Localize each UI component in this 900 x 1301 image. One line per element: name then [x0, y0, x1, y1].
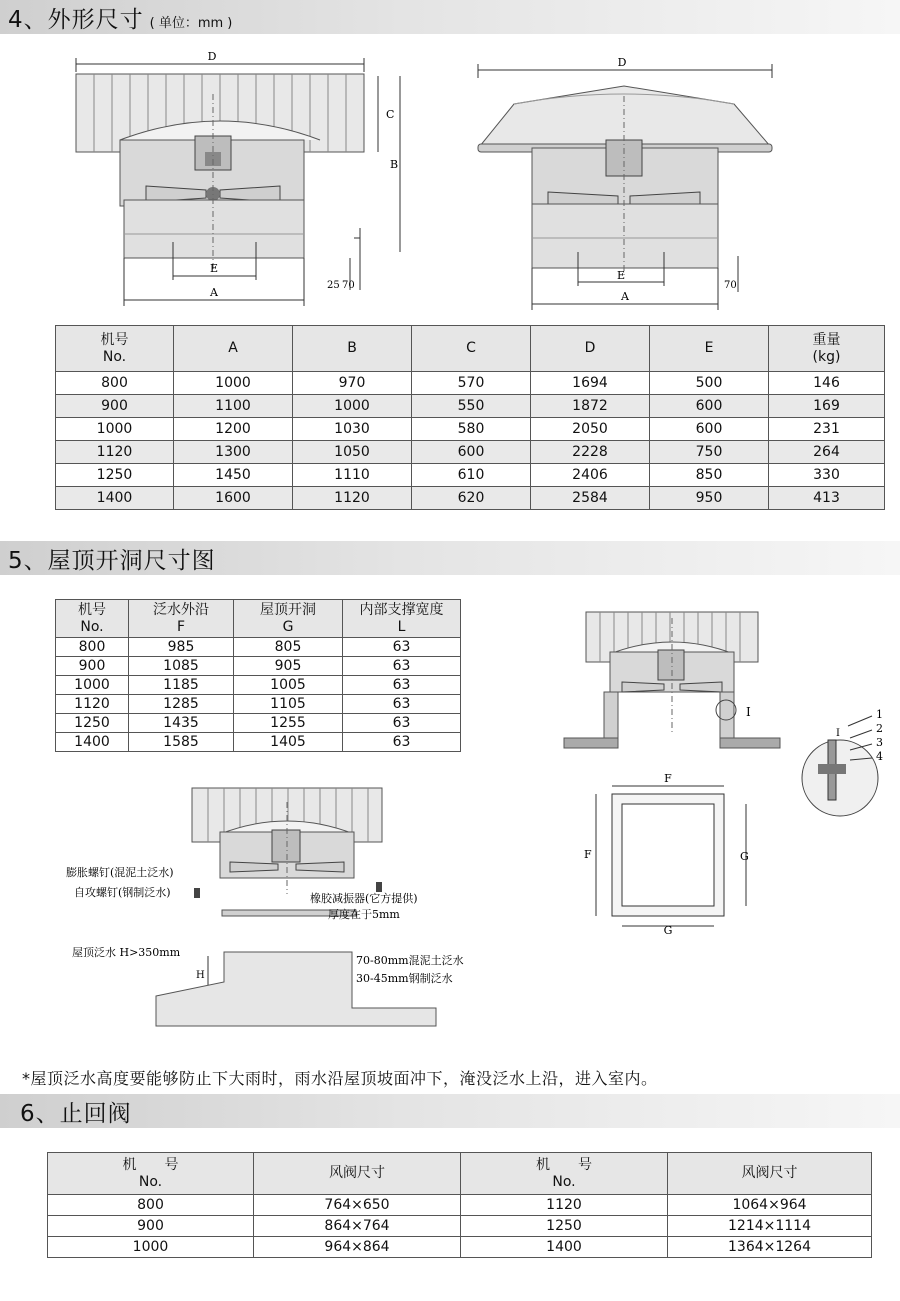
section-4-header [0, 0, 900, 34]
dim-label-70b: 70 [724, 280, 737, 291]
roof-opening-diagram [560, 604, 896, 936]
plan-label-g-right: G [740, 850, 749, 863]
table-row: 800 764×650 1120 1064×964 [48, 1195, 872, 1216]
header-g: 屋顶开洞 G [234, 600, 343, 638]
check-valve-table [47, 1152, 872, 1258]
table-row: 1120 1285 1105 63 [56, 695, 461, 714]
table-row: 900 1085 905 63 [56, 657, 461, 676]
table-row: 1250 1435 1255 63 [56, 714, 461, 733]
label-steel-flashing: 30-45mm钢制泛水 [356, 972, 453, 985]
plan-label-f-top: F [664, 772, 672, 785]
table-row: 900 1100 1000 550 1872 600 169 [56, 395, 885, 418]
dim-label-c: C [386, 108, 395, 121]
header-a: A [174, 326, 293, 372]
detail-label-i: I [746, 705, 751, 719]
header-b: B [293, 326, 412, 372]
dim-label-a2: A [621, 290, 629, 303]
label-roof-flashing: 屋顶泛水 H>350mm [72, 946, 181, 959]
header-weight: 重量 (kg) [769, 326, 885, 372]
header-c: C [412, 326, 531, 372]
dim-label-a: A [210, 286, 218, 299]
table-row: 1000 1185 1005 63 [56, 676, 461, 695]
plan-label-f-left: F [584, 848, 592, 861]
mounting-diagram [60, 782, 520, 1038]
header-e: E [650, 326, 769, 372]
dim-label-d2: D [617, 56, 627, 69]
label-self-tapping-screw: 自攻螺钉(钢制泛水) [74, 886, 171, 899]
dim-label-d: D [207, 50, 217, 63]
table-row: 900 864×764 1250 1214×1114 [48, 1216, 872, 1237]
section-4-title: 4、外形尺寸 [8, 6, 144, 33]
header-no: 机号 No. [56, 600, 129, 638]
table-row: 1400 1600 1120 620 2584 950 413 [56, 487, 885, 510]
header-no: 机 号 No. [48, 1153, 254, 1195]
dim-label-e: E [209, 262, 219, 275]
section-6-title: 6、止回阀 [20, 1100, 132, 1127]
dim-label-b: B [390, 158, 399, 171]
header-f: 泛水外沿 F [129, 600, 234, 638]
section-6-header [0, 1094, 900, 1128]
label-concrete-flashing: 70-80mm混泥土泛水 [356, 954, 464, 967]
section-4-unit: ( 单位：mm ) [149, 15, 233, 31]
dim-label-25: 25 [327, 280, 340, 291]
table-row: 1400 1585 1405 63 [56, 733, 461, 752]
table-row: 1250 1450 1110 610 2406 850 330 [56, 464, 885, 487]
label-expansion-bolt: 膨胀螺钉(混泥土泛水) [66, 866, 174, 879]
header-no-2: 机 号 No. [461, 1153, 668, 1195]
section-5-title: 5、屋顶开洞尺寸图 [8, 547, 216, 574]
roof-opening-table [55, 599, 461, 752]
dimension-table [55, 325, 885, 510]
plan-label-g-bottom: G [663, 924, 673, 936]
label-rubber-damper: 橡胶减振器(它方提供) [310, 892, 418, 905]
header-valve-size: 风阀尺寸 [254, 1153, 461, 1195]
table-row: 1120 1300 1050 600 2228 750 264 [56, 441, 885, 464]
detail-label-3: 3 [876, 736, 883, 749]
label-thickness: 厚度在于5mm [328, 908, 400, 921]
table-row: 800 1000 970 570 1694 500 146 [56, 372, 885, 395]
detail-label-4: 4 [876, 750, 883, 763]
detail-label-1: 1 [876, 708, 883, 721]
header-d: D [531, 326, 650, 372]
fan-dimension-diagram-right [474, 56, 774, 312]
rain-flashing-note: *屋顶泛水高度要能够防止下大雨时，雨水沿屋顶坡面冲下，淹没泛水上沿，进入室内。 [22, 1069, 658, 1088]
table-row: 1000 1200 1030 580 2050 600 231 [56, 418, 885, 441]
table-row: 1000 964×864 1400 1364×1264 [48, 1237, 872, 1258]
label-h: H [196, 970, 205, 981]
header-valve-size-2: 风阀尺寸 [668, 1153, 872, 1195]
table-row: 800 985 805 63 [56, 638, 461, 657]
header-l: 内部支撑宽度 L [343, 600, 461, 638]
section-5-header [0, 541, 900, 575]
header-no: 机号 No. [56, 326, 174, 372]
dim-label-70: 70 [342, 280, 355, 291]
detail-label-i2: I [836, 728, 840, 739]
fan-dimension-diagram-left [60, 44, 430, 312]
dim-label-e2: E [616, 269, 626, 282]
detail-label-2: 2 [876, 722, 883, 735]
